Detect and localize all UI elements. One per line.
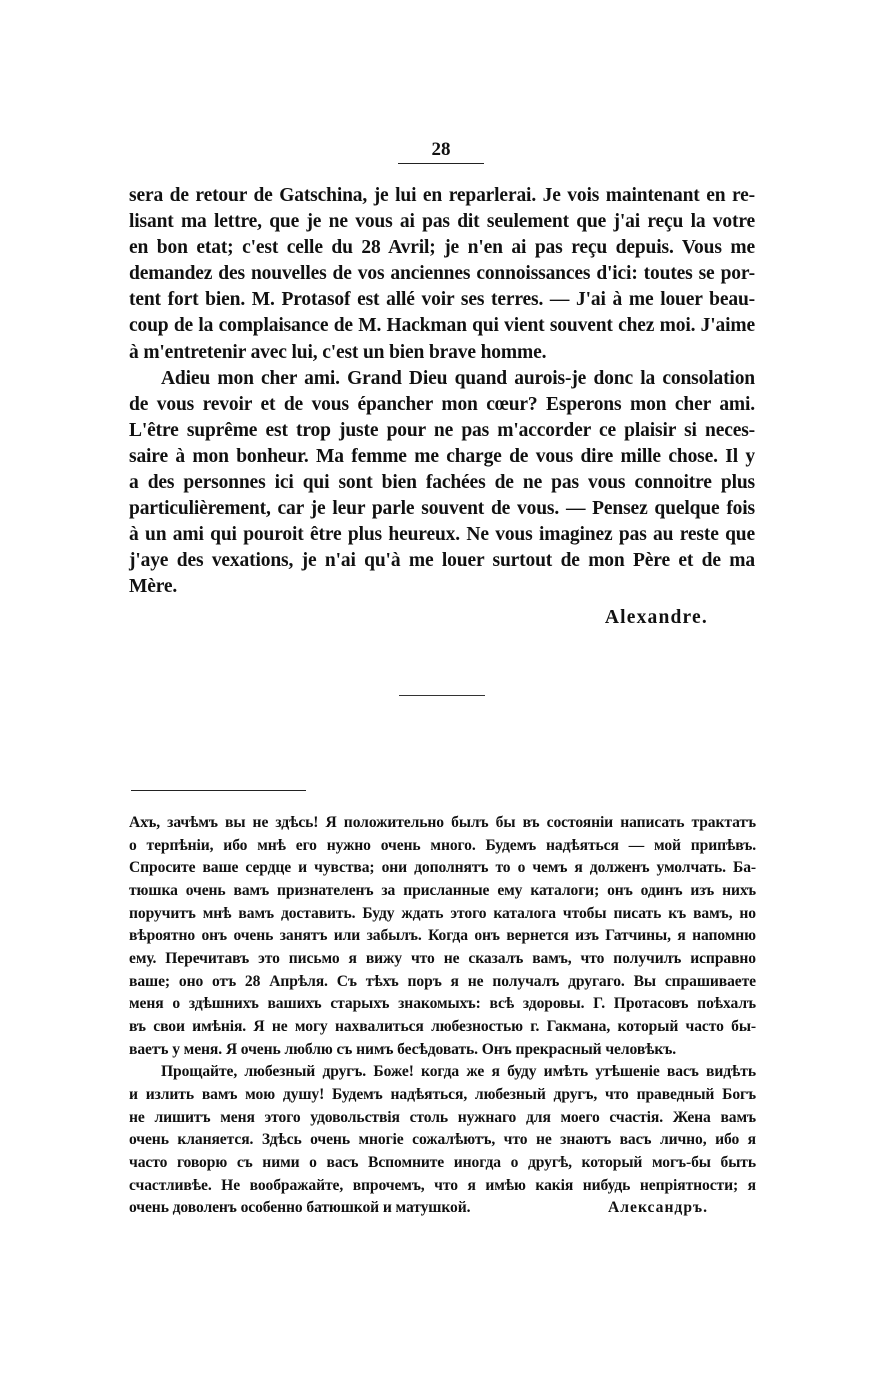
french-line: Adieu mon cher ami. Grand Dieu quand aurois-je donc la consolation [161,367,755,389]
russian-closing-line [129,1197,756,1220]
page-number: 28 [431,139,451,160]
french-line: coup de la complaisance de M. Hackman qui vient souvent chez moi. J'aime [129,315,755,337]
french-line: en bon etat; c'est celle du 28 Avril; je n'en ai pas reçu depuis. Vous me [129,237,755,259]
russian-line: счастливѣе. Не воображайте, впрочемъ, что я имѣю какiя нибудь непрiятности; я [129,1176,756,1194]
russian-last-line: очень доволенъ особенно батюшкой и матушкой. [129,1199,471,1217]
french-line: Mère. [129,576,178,598]
russian-translation-text [129,812,756,1220]
french-line: demandez des nouvelles de vos anciennes connoissances d'ici: toutes se por- [129,263,755,285]
russian-line: Спросите ваше сердце и чувства; они дополнятъ то о чемъ я долженъ умолчать. Ба- [129,859,756,877]
russian-line: ему. Перечитавъ это письмо я вижу что не сказалъ вамъ, что получилъ исправно [129,949,756,967]
french-line: à m'entretenir avec lui, c'est un bien brave homme. [129,341,547,363]
russian-line: ваше; оно отъ 28 Апрѣля. Съ тѣхъ поръ я не получалъ другаго. Вы спрашиваете [129,972,756,990]
french-line: de vous revoir et de vous épancher mon cœur? Esperons mon cher ami. [129,393,755,415]
french-line: à un ami qui pouroit être plus heureux. Ne vous imaginez pas au reste que [129,524,755,546]
russian-line: вѣроятно онъ очень занятъ или забылъ. Когда онъ вернется изъ Гатчины, я напомню [129,927,756,945]
russian-line: очень кланяется. Здѣсь очень многiе сожалѣютъ, что не знаютъ васъ лично, ибо я [129,1131,756,1149]
russian-line: Ахъ, зачѣмъ вы не здѣсь! Я положительно былъ бы въ состоянiи написать трактатъ [129,814,756,831]
french-line: sera de retour de Gatschina, je lui en reparlerai. Je vois maintenant en re- [129,185,755,206]
french-line: lisant ma lettre, que je ne vous ai pas dit seulement que j'ai reçu la votre [129,211,755,233]
russian-line: о терпѣнiи, ибо мнѣ его нужно очень много. Будемъ надѣяться — мой припѣвъ. [129,836,756,854]
footnote-rule [131,790,306,791]
russian-line: тюшка очень вамъ признателенъ за присланные ему каталоги; онъ одинъ изъ нихъ [129,881,756,899]
russian-line: ваетъ у меня. Я очень люблю съ нимъ бесѣдовать. Онъ прекрасный человѣкъ. [129,1040,677,1058]
french-signature: Alexandre. [604,607,708,628]
french-line: L'être suprême est trop juste pour ne pas m'accorder ce plaisir si neces- [129,419,755,441]
russian-line: меня о здѣшнихъ вашихъ старыхъ знакомыхъ: всѣ здоровы. Г. Протасовъ поѣхалъ [129,995,756,1013]
french-line: saire à mon bonheur. Ma femme me charge de vous dire mille chose. Il y [129,445,755,467]
french-line: tent fort bien. M. Protasof est allé voir ses terres. — J'ai à me louer beau- [129,289,755,311]
french-line: a des personnes ici qui sont bien fachées de ne pas vous connoitre plus [129,472,755,494]
section-separator [399,695,485,696]
russian-signature: Александръ. [608,1199,708,1217]
russian-line: и излить вамъ мою душу! Будемъ надѣяться, любезный другъ, что праведный Богъ [129,1085,756,1103]
russian-line: поручитъ мнѣ вамъ доставить. Буду ждать этого каталога чтобы писать къ вамъ, но [129,904,756,922]
french-letter-text [129,183,755,601]
russian-line: Прощайте, любезный другъ. Боже! когда же я буду имѣть утѣшенiе васъ видѣть [161,1063,756,1081]
header-rule [398,163,484,164]
french-line: j'aye des vexations, je n'ai qu'à me louer surtout de mon Père et de ma [129,550,755,572]
russian-line: часто говорю съ ними о васъ Вспомните иногда о другѣ, который могъ-бы быть [129,1153,756,1171]
russian-line: въ свои имѣнiя. Я не могу нахвалиться любезностью г. Гакмана, который часто бы- [129,1017,756,1035]
russian-line: не лишитъ меня этого удовольствiя столь нужнаго для моего счастiя. Жена вамъ [129,1108,756,1126]
french-line: particulièrement, car je leur parle souvent de vous. — Pensez quelque fois [129,498,755,520]
